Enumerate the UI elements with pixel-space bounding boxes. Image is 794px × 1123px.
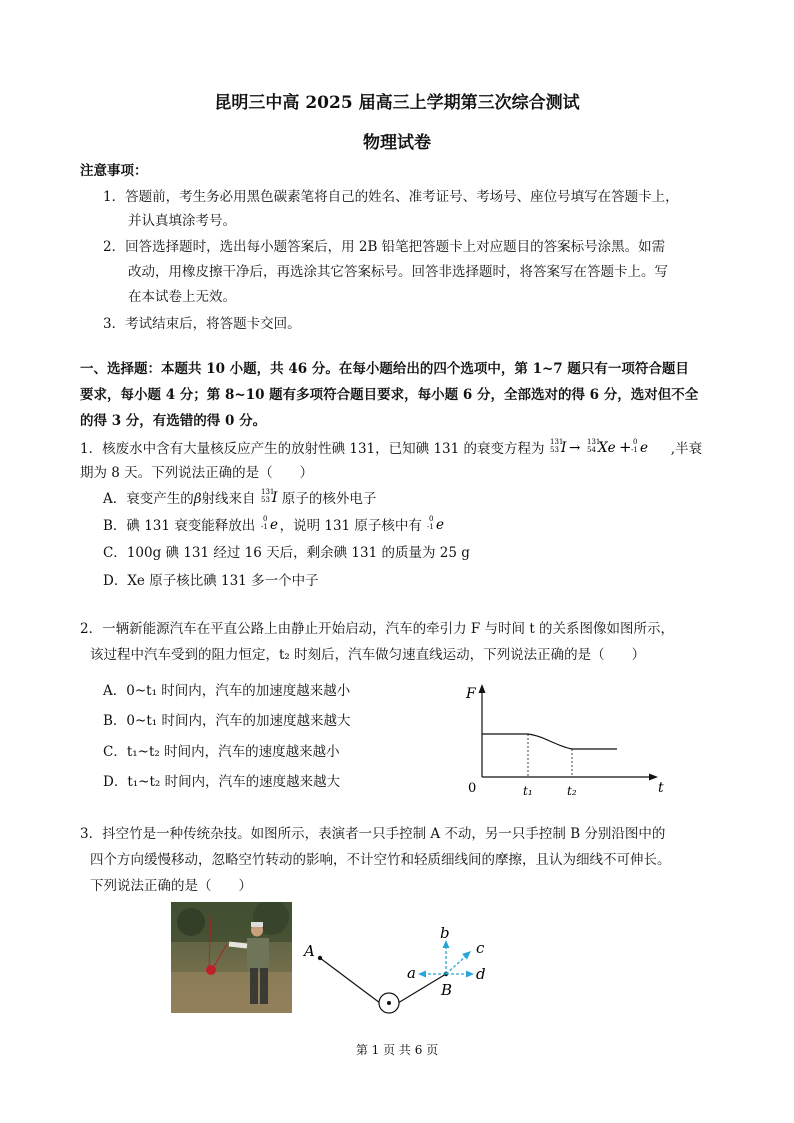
- q1-stem-text: 1．核废水中含有大量核反应产生的放射性碘 131，已知碘 131 的衰变方程为: [80, 441, 545, 457]
- label-b-point: B: [441, 981, 453, 999]
- exam-subtitle: 物理试卷: [363, 133, 431, 153]
- notice-item-1-cont: 并认真填涂考号。: [128, 213, 236, 229]
- notice-heading: 注意事项：: [80, 163, 148, 179]
- label-a-point: A: [304, 942, 315, 960]
- q1-option-b[interactable]: [103, 514, 446, 536]
- q3-stem-line1: 3．抖空竹是一种传统杂技。如图所示，表演者一只手控制 A 不动，另一只手控制 B 分别沿图中的: [80, 826, 666, 842]
- y-axis-label: F: [466, 686, 476, 702]
- q3-stem-line3: 下列说法正确的是（ ）: [90, 878, 252, 894]
- electron-mass: 0: [632, 438, 638, 446]
- label-d-direction: d: [476, 965, 486, 983]
- notice-item-2-cont2: 在本试卷上无效。: [128, 289, 236, 305]
- diabolo-axle: [387, 1001, 391, 1005]
- electron-z: -1: [260, 523, 268, 531]
- arrow-c-icon: [446, 956, 466, 974]
- q2-option-b[interactable]: B．0~t₁ 时间内，汽车的加速度越来越大: [103, 713, 351, 729]
- xenon-symbol: Xe: [597, 440, 616, 456]
- electron-symbol: e: [639, 440, 648, 456]
- iodine-symbol: I: [560, 440, 567, 456]
- iodine-z: 53: [260, 496, 270, 504]
- q3-diabolo-diagram: [300, 920, 500, 1030]
- exam-title: 昆明三中高 2025 届高三上学期第三次综合测试: [214, 93, 580, 113]
- notice-item-num: 2．: [103, 239, 126, 255]
- point-a: [318, 956, 322, 960]
- q1-stem-tail: ,半衰: [670, 441, 703, 457]
- q2-force-time-graph: [462, 680, 677, 800]
- option-text: B．碘 131 衰变能释放出: [103, 518, 256, 534]
- electron-mass: 0: [429, 515, 434, 523]
- option-text: 射线来自: [201, 491, 256, 507]
- q1-option-a[interactable]: [103, 487, 376, 509]
- notice-item-3: [103, 314, 301, 334]
- page-footer: 第 1 页 共 6 页: [355, 1043, 439, 1057]
- notice-item-num: 3．: [103, 316, 126, 332]
- q1-option-d[interactable]: D．Xe 原子核比碘 131 多一个中子: [103, 573, 319, 589]
- notice-item-2-cont: 改动，用橡皮擦干净后，再选涂其它答案标号。回答非选择题时，将答案写在答题卡上。写: [128, 264, 668, 280]
- label-c-direction: c: [476, 939, 485, 957]
- notice-item-text: 回答选择题时，选出每小题答案后，用 2B 铅笔把答题卡上对应题目的答案标号涂黑。如需: [125, 239, 666, 255]
- label-b-direction: b: [440, 924, 450, 942]
- y-axis-arrow-icon: [479, 684, 486, 693]
- iodine-mass: 131: [260, 488, 275, 496]
- option-text: ，说明 131 原子核中有: [279, 518, 422, 534]
- q1-stem-line1: [80, 437, 702, 459]
- beta-symbol: β: [193, 491, 202, 507]
- q1-decay-equation: [549, 437, 671, 459]
- plus-sign: +: [618, 438, 632, 456]
- q2-option-a[interactable]: A．0~t₁ 时间内，汽车的加速度越来越小: [103, 683, 351, 699]
- xenon-mass: 131: [586, 438, 601, 446]
- option-text: 原子的核外电子: [281, 491, 377, 507]
- q2-stem-line2: 该过程中汽车受到的阻力恒定，t₂ 时刻后，汽车做匀速直线运动，下列说法正确的是（ ）: [90, 647, 646, 663]
- notice-item-num: 1．: [103, 189, 126, 205]
- section-heading-2: 要求，每小题 4 分；第 8~10 题有多项符合题目要求，每小题 6 分，全部选对的得 6 分，选对但不全: [80, 387, 699, 403]
- notice-item-text: 答题前，考生务必用黑色碳素笔将自己的姓名、准考证号、考场号、座位号填写在答题卡上，: [125, 189, 679, 205]
- section-heading-3: 的得 3 分，有选错的得 0 分。: [80, 413, 267, 429]
- x-axis-label: t: [658, 780, 664, 796]
- notice-item-2: [103, 237, 665, 257]
- q2-option-d[interactable]: D．t₁~t₂ 时间内，汽车的速度越来越大: [103, 774, 341, 790]
- q1-option-c[interactable]: C．100g 碘 131 经过 16 天后，剩余碘 131 的质量为 25 g: [103, 545, 470, 561]
- electron-mass: 0: [262, 515, 268, 523]
- iodine-symbol: I: [271, 490, 278, 506]
- origin-label: 0: [468, 781, 477, 796]
- electron-nuclide: [260, 514, 280, 536]
- q2-stem-line1: 2．一辆新能源汽车在平直公路上由静止开始启动，汽车的牵引力 F 与时间 t 的关系图像如图所示，: [80, 621, 675, 637]
- section-heading-1: 一、选择题：本题共 10 小题，共 46 分。在每小题给出的四个选项中，第 1~7 题只有一项符合题目: [80, 361, 689, 377]
- iodine-nuclide: [260, 487, 282, 509]
- notice-item-1: [103, 187, 679, 207]
- t2-label: t₂: [567, 784, 577, 798]
- q3-stem-line2: 四个方向缓慢移动，忽略空竹转动的影响，不计空竹和轻质细线间的摩擦，且认为细线不可伸长。: [90, 852, 671, 868]
- electron-symbol: e: [436, 517, 445, 533]
- label-a-direction: a: [407, 964, 416, 982]
- notice-item-text: 考试结束后，将答题卡交回。: [125, 316, 301, 332]
- t1-label: t₁: [523, 784, 533, 798]
- xenon-z: 54: [586, 446, 596, 454]
- iodine-z: 53: [549, 446, 559, 454]
- string-right: [398, 974, 446, 1003]
- q1-stem-line2: 期为 8 天。下列说法正确的是（ ）: [80, 465, 314, 481]
- diabolo-performer-photo: [171, 902, 292, 1013]
- electron-symbol: e: [269, 517, 278, 533]
- electron-nuclide: [426, 514, 446, 536]
- force-curve: [482, 734, 617, 749]
- electron-z: -1: [427, 523, 435, 531]
- q2-option-c[interactable]: C．t₁~t₂ 时间内，汽车的速度越来越小: [103, 744, 340, 760]
- electron-z: -1: [630, 446, 638, 454]
- iodine-mass: 131: [549, 438, 564, 446]
- option-text: A．衰变产生的: [103, 491, 194, 507]
- decay-arrow: →: [568, 440, 581, 456]
- x-axis-arrow-icon: [649, 774, 658, 781]
- string-left: [320, 958, 380, 1003]
